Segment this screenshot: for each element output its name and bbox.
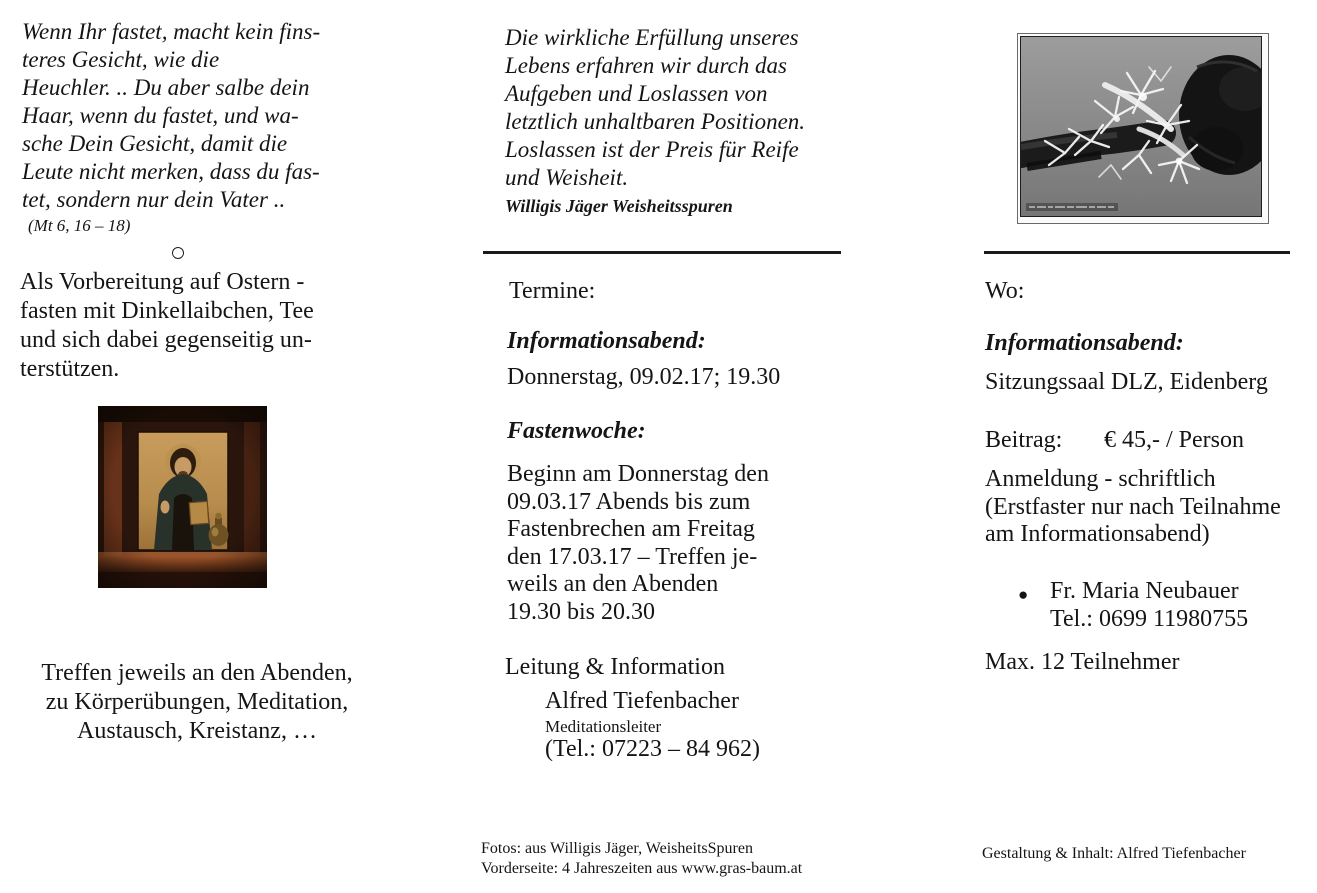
bullet-icon: ● <box>1018 585 1029 604</box>
info-evening-label-right: Informationsabend: <box>985 330 1184 356</box>
leader-role: Meditationsleiter <box>545 717 662 736</box>
leader-name: Alfred Tiefenbacher <box>545 688 739 714</box>
wisdom-quote-source: Willigis Jäger Weisheitsspuren <box>505 196 733 216</box>
circle-ornament-icon <box>172 247 184 259</box>
closing-paragraph: Treffen jeweils an den Abenden, zu Körperübungen, Meditation, Austausch, Kreistanz, … <box>41 660 353 744</box>
frost-wire-photo-art <box>1020 36 1262 217</box>
fasting-week-label: Fastenwoche: <box>507 418 646 444</box>
registration-note: Anmeldung - schriftlich (Erstfaster nur nach Teilnahme am Informationsabend) <box>985 466 1281 547</box>
leader-heading: Leitung & Information <box>505 654 725 680</box>
design-credit-footer: Gestaltung & Inhalt: Alfred Tiefenbacher <box>982 845 1246 862</box>
christ-icon-photo-art <box>98 406 267 588</box>
fee-value: € 45,- / Person <box>1104 427 1244 453</box>
christ-icon-photo <box>98 406 267 588</box>
info-evening-date: Donnerstag, 09.02.17; 19.30 <box>507 364 781 390</box>
frost-wire-photo <box>1017 33 1269 224</box>
intro-paragraph: Als Vorbereitung auf Ostern - fasten mit Dinkellaibchen, Tee und sich dabei gegenseitig un- terstützen. <box>20 269 314 382</box>
max-participants: Max. 12 Teilnehmer <box>985 649 1180 675</box>
where-heading: Wo: <box>985 278 1025 304</box>
wisdom-quote: Die wirkliche Erfüllung unseres Lebens erfahren wir durch das Aufgeben und Loslassen von letztlich unhaltbaren Positionen. Loslassen ist der Preis für Reife und Weisheit. <box>505 25 806 190</box>
right-divider-line <box>984 251 1290 254</box>
fasting-week-details: Beginn am Donnerstag den 09.03.17 Abends bis zum Fastenbrechen am Freitag den 17.03.17 – Treffen je- weils an den Abenden 19.30 bis 20.30 <box>507 461 769 625</box>
contact-person: Fr. Maria Neubauer Tel.: 0699 11980755 <box>1050 578 1249 632</box>
middle-divider-line <box>483 251 841 254</box>
photo-credits-footer: Fotos: aus Willigis Jäger, WeisheitsSpuren Vorderseite: 4 Jahreszeiten aus www.gras-baum.at <box>481 840 803 877</box>
bible-quote: Wenn Ihr fastet, macht kein fins- teres Gesicht, wie die Heuchler. .. Du aber salbe dein Haar, wenn du fastet, und wa- sche Dein Gesicht, damit die Leute nicht merken, dass du fas- tet, sondern nur dein Vater .. <box>22 19 321 212</box>
info-evening-label: Informationsabend: <box>507 328 706 354</box>
dates-heading: Termine: <box>509 278 596 304</box>
bible-quote-reference: (Mt 6, 16 – 18) <box>28 216 131 235</box>
photo-watermark <box>1026 203 1118 211</box>
location-text: Sitzungssaal DLZ, Eidenberg <box>985 369 1268 395</box>
leader-phone: (Tel.: 07223 – 84 962) <box>545 736 760 762</box>
fee-label: Beitrag: <box>985 427 1063 453</box>
